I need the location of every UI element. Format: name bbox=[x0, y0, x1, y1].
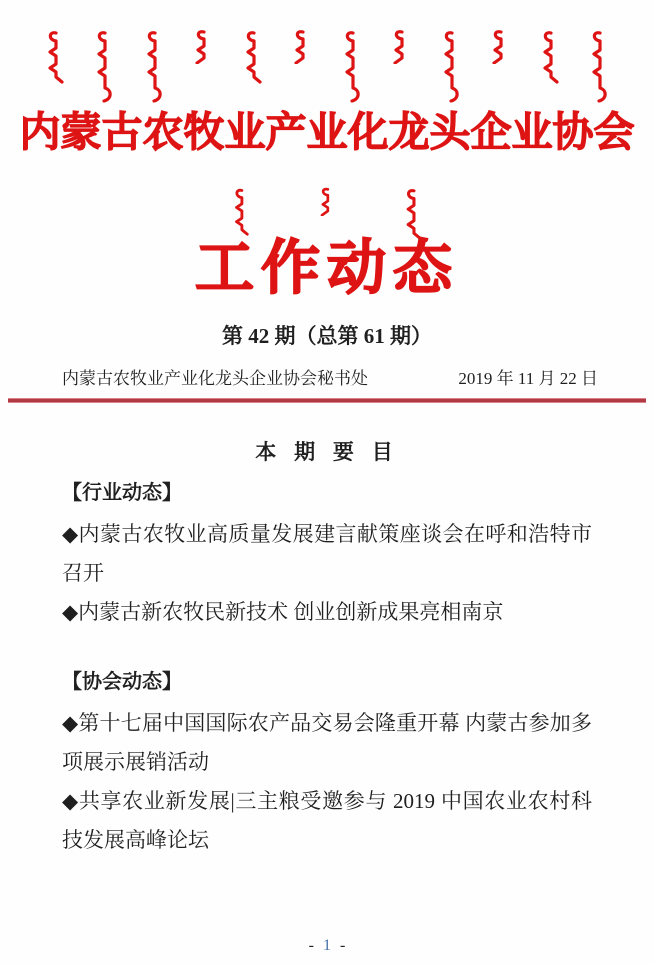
mongolian-script-icon bbox=[390, 28, 412, 64]
section-association-trends bbox=[62, 668, 592, 860]
section-title: 【行业动态】 bbox=[62, 482, 182, 504]
mongolian-script-icon bbox=[242, 28, 264, 84]
red-divider-rule bbox=[8, 398, 646, 403]
mongolian-script-icon bbox=[539, 28, 561, 84]
contents-heading: 本 期 要 目 bbox=[255, 441, 399, 464]
mongolian-script-icon bbox=[489, 28, 511, 64]
mongolian-script-icon bbox=[341, 28, 363, 104]
mongolian-script-icon bbox=[93, 28, 115, 104]
mongolian-script-icon bbox=[291, 28, 313, 64]
issue-line: 第 42 期（总第 61 期） bbox=[222, 324, 432, 348]
mongolian-script-icon bbox=[143, 28, 165, 104]
mongolian-script-icon bbox=[588, 28, 610, 104]
mongolian-script-icon bbox=[44, 28, 66, 84]
mongolian-script-icon bbox=[440, 28, 462, 104]
contents-item: ◆内蒙古新农牧民新技术 创业创新成果亮相南京 bbox=[62, 600, 504, 624]
section-items bbox=[62, 515, 592, 632]
section-items bbox=[62, 704, 592, 860]
section-industry-trends bbox=[62, 479, 592, 632]
page-number-prefix: - bbox=[308, 937, 314, 954]
org-title: 内蒙古农牧业产业化龙头企业协会 bbox=[19, 109, 635, 155]
contents-item: ◆内蒙古农牧业高质量发展建言献策座谈会在呼和浩特市召开 bbox=[62, 522, 592, 585]
mongolian-script-icon bbox=[230, 186, 252, 236]
mongolian-script-icon bbox=[316, 186, 338, 216]
contents-item: ◆第十七届中国国际农产品交易会隆重开幕 内蒙古参加多项展示展销活动 bbox=[62, 711, 592, 774]
page-number-suffix: - bbox=[340, 937, 346, 954]
mongolian-script-icon bbox=[192, 28, 214, 64]
publish-date: 2019 年 11 月 22 日 bbox=[458, 369, 598, 388]
section-title: 【协会动态】 bbox=[62, 671, 182, 693]
mongolian-script-top-row bbox=[44, 28, 610, 104]
doc-title: 工作动态 bbox=[194, 235, 459, 301]
publisher-row bbox=[62, 367, 598, 391]
page-number-value: 1 bbox=[323, 937, 331, 954]
mongolian-script-icon bbox=[402, 186, 424, 240]
mongolian-script-subtitle-row bbox=[0, 186, 654, 242]
publisher-name: 内蒙古农牧业产业化龙头企业协会秘书处 bbox=[62, 369, 368, 388]
page-number bbox=[0, 936, 654, 956]
contents-item: ◆共享农业新发展|三主粮受邀参与 2019 中国农业农村科技发展高峰论坛 bbox=[62, 789, 592, 852]
